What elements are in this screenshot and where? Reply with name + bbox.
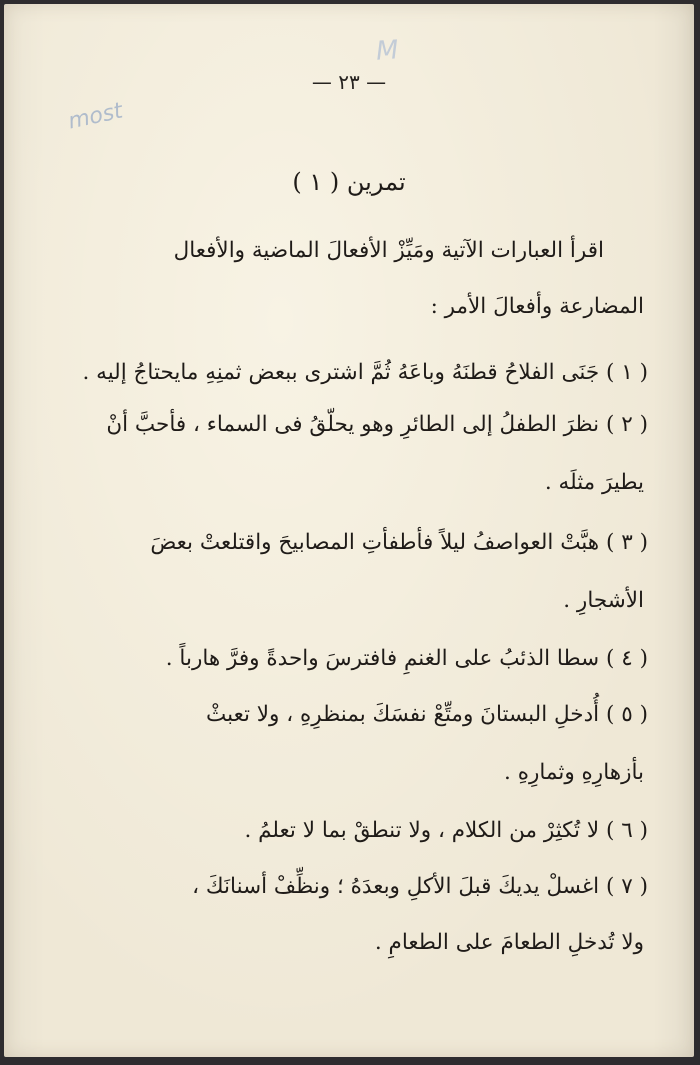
item-3-line-1: ( ٣ ) هبَّتْ العواصفُ ليلاً فأطفأتِ المصابيحَ واقتلعتْ بعضَ [150,530,648,555]
item-6-line-1: ( ٦ ) لا تُكثِرْ من الكلام ، ولا تنطقْ بما لا تعلمُ . [244,818,648,843]
item-5-line-2: بأزهارِهِ وثمارِهِ . [504,760,644,785]
item-2-line-2: يطيرَ مثلَه . [544,470,644,495]
instruction-line-1: اقرأ العبارات الآتية ومَيِّزْ الأفعالَ الماضية والأفعال [173,238,604,263]
page-content [4,4,694,1057]
book-page [4,4,694,1057]
page-number: — ٢٣ — [311,70,387,94]
item-7-line-2: ولا تُدخلِ الطعامَ على الطعامِ . [374,930,644,955]
instruction-line-2: المضارعة وأفعالَ الأمر : [430,294,644,319]
pencil-annotation-left: most [66,98,125,135]
item-4-line-1: ( ٤ ) سطا الذئبُ على الغنمِ فافترسَ واحدةً وفرَّ هارباً . [165,646,648,671]
item-3-line-2: الأشجارِ . [563,588,644,613]
item-2-line-1: ( ٢ ) نظرَ الطفلُ إلى الطائرِ وهو يحلّقُ فى السماء ، فأحبَّ أنْ [106,412,648,437]
exercise-title: تمرين ( ١ ) [292,168,406,196]
item-7-line-1: ( ٧ ) اغسلْ يديكَ قبلَ الأكلِ وبعدَهُ ؛ ونظِّفْ أسنانَكَ ، [192,874,648,899]
pencil-annotation-top: M [374,35,400,67]
item-5-line-1: ( ٥ ) أُدخلِ البستانَ ومتِّعْ نفسَكَ بمنظرِهِ ، ولا تعبثْ [205,702,648,727]
item-1-line-1: ( ١ ) جَنَى الفلاحُ قطنَهُ وباعَهُ ثُمَّ اشترى ببعض ثمنِهِ مايحتاجُ إليه . [82,360,648,385]
